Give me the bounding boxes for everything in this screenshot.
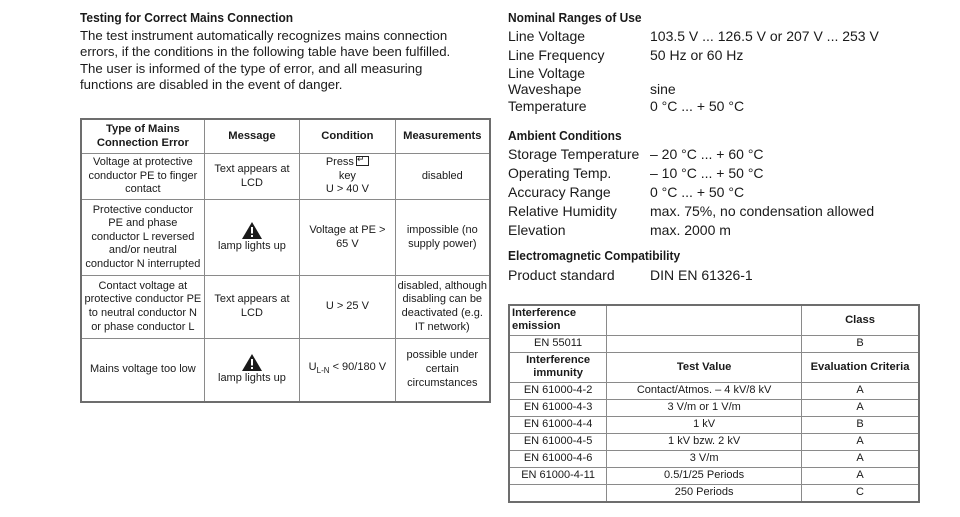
spec-label: Accuracy Range (508, 184, 611, 200)
enter-key-icon (356, 156, 369, 166)
header-measurements: Measurements (395, 119, 490, 154)
test-value-cell: 250 Periods (607, 484, 802, 502)
evaluation-cell: A (802, 433, 919, 450)
spec-row (508, 202, 920, 221)
spec-label: Product standard (508, 267, 615, 283)
spec-value: DIN EN 61326-1 (650, 267, 753, 283)
evaluation-cell: A (802, 399, 919, 416)
spec-label: Relative Humidity (508, 203, 617, 219)
spec-value: – 20 °C ... + 60 °C (650, 146, 764, 162)
table-header-row (81, 119, 490, 154)
standard-cell: EN 61000-4-2 (509, 382, 607, 399)
table-row (509, 416, 919, 433)
spec-value: max. 2000 m (650, 222, 731, 238)
condition-key: key (338, 169, 356, 182)
header-immunity: Interference immunity (509, 352, 607, 382)
spec-label: Operating Temp. (508, 165, 612, 181)
intro-line: The test instrument automatically recognizes mains connection (80, 28, 448, 43)
message-cell: Text appears at LCD (204, 154, 299, 200)
mains-connection-section (80, 10, 492, 94)
test-value-cell: Contact/Atmos. – 4 kV/8 kV (607, 382, 802, 399)
header-evaluation: Evaluation Criteria (802, 352, 919, 382)
standard-cell: EN 61000-4-11 (509, 467, 607, 484)
spec-label: Storage Temperature (508, 146, 640, 162)
spec-value: 50 Hz or 60 Hz (650, 47, 744, 63)
error-type: Protective conductor PE and phase conductor L reversed and/or neutral conductor N interrupted (81, 200, 204, 276)
standard-cell: EN 55011 (509, 335, 607, 352)
section-title: Testing for Correct Mains Connection (80, 10, 294, 25)
spec-row (508, 97, 920, 116)
condition-cell: U > 25 V (300, 276, 395, 339)
standard-cell: EN 61000-4-4 (509, 416, 607, 433)
spec-label: Line Voltage (508, 65, 586, 81)
spec-value: 103.5 V ... 126.5 V or 207 V ... 253 V (650, 28, 879, 44)
intro-line: The user is informed of the type of error, and all measuring (80, 60, 423, 76)
spec-value: max. 75%, no condensation allowed (650, 203, 875, 219)
measurements-cell: possible under certain circumstances (395, 339, 490, 402)
specifications-section (508, 10, 920, 285)
spec-row (508, 221, 920, 240)
intro-line: functions are disabled in the event of danger. (80, 77, 343, 93)
message-text: lamp lights up (218, 371, 286, 384)
spec-value: 0 °C ... + 50 °C (650, 98, 745, 114)
spec-row (508, 27, 920, 46)
header-message: Message (204, 119, 299, 154)
table-row (509, 450, 919, 467)
table-row (81, 339, 490, 402)
spec-label: Waveshape (508, 81, 582, 97)
table-row (509, 433, 919, 450)
spec-label: Elevation (508, 222, 566, 238)
header-condition: Condition (300, 119, 395, 154)
spec-label: Line Voltage (508, 28, 586, 44)
table-row (509, 335, 919, 352)
message-cell (204, 339, 299, 402)
ambient-conditions-list (508, 145, 920, 240)
spec-row (508, 266, 920, 285)
warning-triangle-icon (242, 354, 262, 371)
spec-value: 0 °C ... + 50 °C (650, 184, 745, 200)
spec-row (508, 183, 920, 202)
table-row (81, 276, 490, 339)
header-blank (607, 305, 802, 335)
warning-triangle-icon (242, 222, 262, 239)
emc-title: Electromagnetic Compatibility (508, 248, 681, 263)
condition-cell (300, 339, 395, 402)
test-value-cell: 1 kV (607, 416, 802, 433)
condition-voltage: U > 40 V (325, 183, 369, 196)
standard-cell (509, 484, 607, 502)
condition-u: U (308, 361, 317, 374)
spec-row (508, 46, 920, 65)
table-row (81, 200, 490, 276)
spec-value: sine (650, 81, 676, 97)
standard-cell: EN 61000-4-3 (509, 399, 607, 416)
spec-row (508, 65, 920, 81)
measurements-cell: impossible (no supply power) (395, 200, 490, 276)
mains-error-table (80, 118, 491, 403)
error-type: Voltage at protective conductor PE to finger contact (81, 154, 204, 200)
message-cell: Text appears at LCD (204, 276, 299, 339)
header-type: Type of Mains Connection Error (81, 119, 204, 154)
nominal-ranges-list (508, 27, 920, 116)
evaluation-cell: A (802, 467, 919, 484)
header-test-value: Test Value (607, 352, 802, 382)
test-value-cell: 1 kV bzw. 2 kV (607, 433, 802, 450)
standard-cell: EN 61000-4-5 (509, 433, 607, 450)
spec-label: Line Frequency (508, 47, 605, 63)
evaluation-cell: B (802, 416, 919, 433)
class-cell: B (802, 335, 919, 352)
spec-label: Temperature (508, 98, 587, 114)
test-value-cell: 0.5/1/25 Periods (607, 467, 802, 484)
test-value-cell: 3 V/m or 1 V/m (607, 399, 802, 416)
nominal-ranges-title: Nominal Ranges of Use (508, 10, 642, 25)
condition-press: Press (325, 156, 354, 169)
table-row (509, 484, 919, 502)
table-header-row (509, 352, 919, 382)
condition-voltage: < 90/180 V (329, 361, 387, 374)
test-value-cell: 3 V/m (607, 450, 802, 467)
table-row (509, 382, 919, 399)
evaluation-cell: A (802, 382, 919, 399)
error-type: Contact voltage at protective conductor PE to neutral conductor N or phase conductor L (81, 276, 204, 339)
measurements-cell: disabled, although disabling can be deactivated (e.g. IT network) (395, 276, 490, 339)
intro-paragraph (80, 28, 492, 94)
header-class: Class (802, 305, 919, 335)
ambient-conditions-title: Ambient Conditions (508, 128, 622, 143)
table-row (509, 467, 919, 484)
emc-table (508, 304, 920, 503)
evaluation-cell: A (802, 450, 919, 467)
condition-cell (300, 154, 395, 200)
spec-row (508, 164, 920, 183)
intro-line: errors, if the conditions in the following table have been fulfilled. (80, 44, 451, 60)
standard-cell: EN 61000-4-6 (509, 450, 607, 467)
condition-cell: Voltage at PE > 65 V (300, 200, 395, 276)
message-text: lamp lights up (218, 239, 286, 252)
measurements-cell: disabled (395, 154, 490, 200)
message-cell (204, 200, 299, 276)
spec-value: – 10 °C ... + 50 °C (650, 165, 764, 181)
condition-subscript: L-N (316, 366, 330, 376)
evaluation-cell: C (802, 484, 919, 502)
table-row (81, 154, 490, 200)
header-emission: Interference emission (509, 305, 607, 335)
error-type: Mains voltage too low (81, 339, 204, 402)
spec-row (508, 81, 920, 97)
blank-cell (607, 335, 802, 352)
table-row (509, 399, 919, 416)
table-header-row (509, 305, 919, 335)
spec-row (508, 145, 920, 164)
product-standard-row (508, 266, 920, 285)
